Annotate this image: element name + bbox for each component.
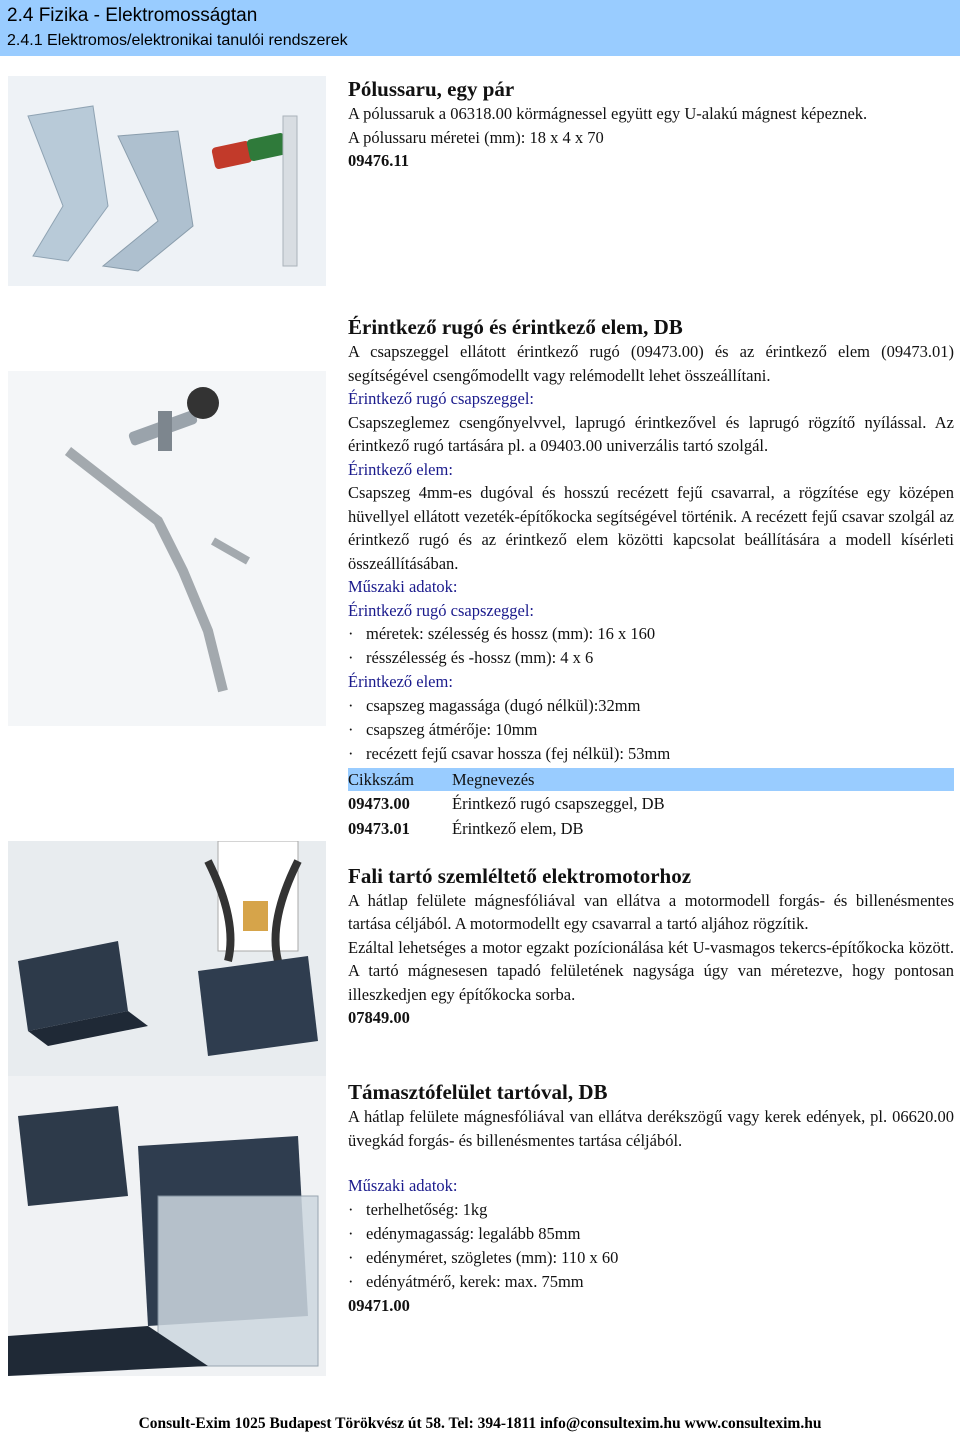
article-name: Érintkező elem, DB	[452, 818, 584, 838]
subheading: Érintkező elem:	[348, 459, 453, 479]
table-header	[348, 768, 954, 791]
column-header: Cikkszám	[348, 769, 414, 789]
page-footer: Consult-Exim 1025 Budapest Törökvész út 58. Tel: 394-1811 info@consultexim.hu www.consultexim.hu	[138, 1415, 822, 1432]
tech-data-title: Műszaki adatok:	[348, 577, 458, 596]
description: A hátlap felülete mágnesfóliával van ellátva derékszögű vagy kerek edények, pl. 06620.00 üvegkád forgás- és billenésmentes tartása céljából.	[348, 1107, 954, 1150]
description: A csapszeggel ellátott érintkező rugó (09473.00) és az érintkező elem (09473.01) segítségével csengőmodellt vagy relémodellt lehet összeállítani.	[348, 342, 954, 385]
product-descriptions	[348, 76, 954, 1317]
section-motor-holder	[348, 863, 954, 1030]
spec-item: · edényátmérő, kerek: max. 75mm	[348, 1271, 584, 1291]
spec-item: · résszélesség és -hossz (mm): 4 x 6	[348, 648, 594, 667]
article-number: 09473.00	[348, 793, 410, 813]
subheading: Érintkező elem:	[348, 672, 453, 691]
description: Csapszeg 4mm-es dugóval és hosszú recézett fejű csavarral, a rögzítése egy középen hüvellyel ellátott vezeték-építőkocka segítségével történik. A recézett fejű csavar szolgál az érintkező rugó és az érintkező elem közötti kapcsolat beállítására a modell kísérleti összeállításában.	[348, 483, 954, 573]
table-row	[348, 816, 954, 841]
section-support-surface	[348, 1079, 954, 1317]
header-title: 2.4 Fizika - Elektromosságtan	[7, 5, 258, 26]
table-row	[348, 791, 954, 816]
spec-item: · edénymagasság: legalább 85mm	[348, 1223, 581, 1243]
article-name: Érintkező rugó csapszeggel, DB	[452, 793, 665, 813]
description: A pólussaru méretei (mm): 18 x 4 x 70	[348, 127, 604, 147]
article-number: 09471.00	[348, 1295, 410, 1315]
pole-pieces-photo	[8, 76, 326, 286]
subheading: Érintkező rugó csapszeggel:	[348, 600, 535, 620]
spec-item: · csapszeg átmérője: 10mm	[348, 719, 538, 739]
article-number: 09476.11	[348, 151, 409, 170]
support-surface-photo	[8, 1076, 326, 1376]
column-header: Megnevezés	[452, 769, 535, 789]
motor-holder-photo	[8, 841, 326, 1111]
description: A hátlap felülete mágnesfóliával van ellátva a motormodell forgás- és billenésmentes tartása céljából. A motormodellt egy csavarral a tartó aljához rögzítik.	[348, 890, 954, 933]
subheading: Érintkező rugó csapszeggel:	[348, 389, 535, 408]
contact-spring-photo	[8, 371, 326, 726]
section-title: Támasztófelület tartóval, DB	[348, 1080, 608, 1104]
spec-item: · méretek: szélesség és hossz (mm): 16 x 160	[348, 624, 656, 643]
article-number: 07849.00	[348, 1008, 410, 1027]
description: A pólussaruk a 06318.00 körmágnessel együtt egy U-alakú mágnest képeznek.	[348, 104, 868, 123]
tech-data-title: Műszaki adatok:	[348, 1176, 458, 1195]
spec-item: · recézett fejű csavar hossza (fej nélkül): 53mm	[348, 743, 671, 763]
section-title: Pólussaru, egy pár	[348, 77, 515, 101]
spec-item: · csapszeg magassága (dugó nélkül):32mm	[348, 695, 641, 715]
header-subtitle: 2.4.1 Elektromos/elektronikai tanulói rendszerek	[7, 32, 348, 49]
section-pole-pieces	[348, 76, 954, 172]
description: Ezáltal lehetséges a motor egzakt pozícionálása két U-vasmagos tekercs-építőkocka között. A tartó mágnesesen tapadó felületének nagysága úgy van méretezve, hogy pontosan illeszkedjen egy építőkocka sorba.	[348, 937, 954, 1004]
section-title: Érintkező rugó és érintkező elem, DB	[348, 315, 683, 339]
section-title: Fali tartó szemléltető elektromotorhoz	[348, 863, 692, 888]
spec-item: · terhelhetőség: 1kg	[348, 1199, 488, 1219]
page-header	[0, 0, 960, 56]
spec-item: · edényméret, szögletes (mm): 110 x 60	[348, 1247, 619, 1267]
description: Csapszeglemez csengőnyelvvel, laprugó érintkezővel és laprugó rögzítő nyílással. Az érintkező rugó tartására pl. a 09403.00 univerzális tartó szolgál.	[348, 412, 954, 455]
section-contact-spring	[348, 314, 954, 841]
article-number: 09473.01	[348, 818, 410, 838]
product-photo-column	[8, 76, 326, 1376]
